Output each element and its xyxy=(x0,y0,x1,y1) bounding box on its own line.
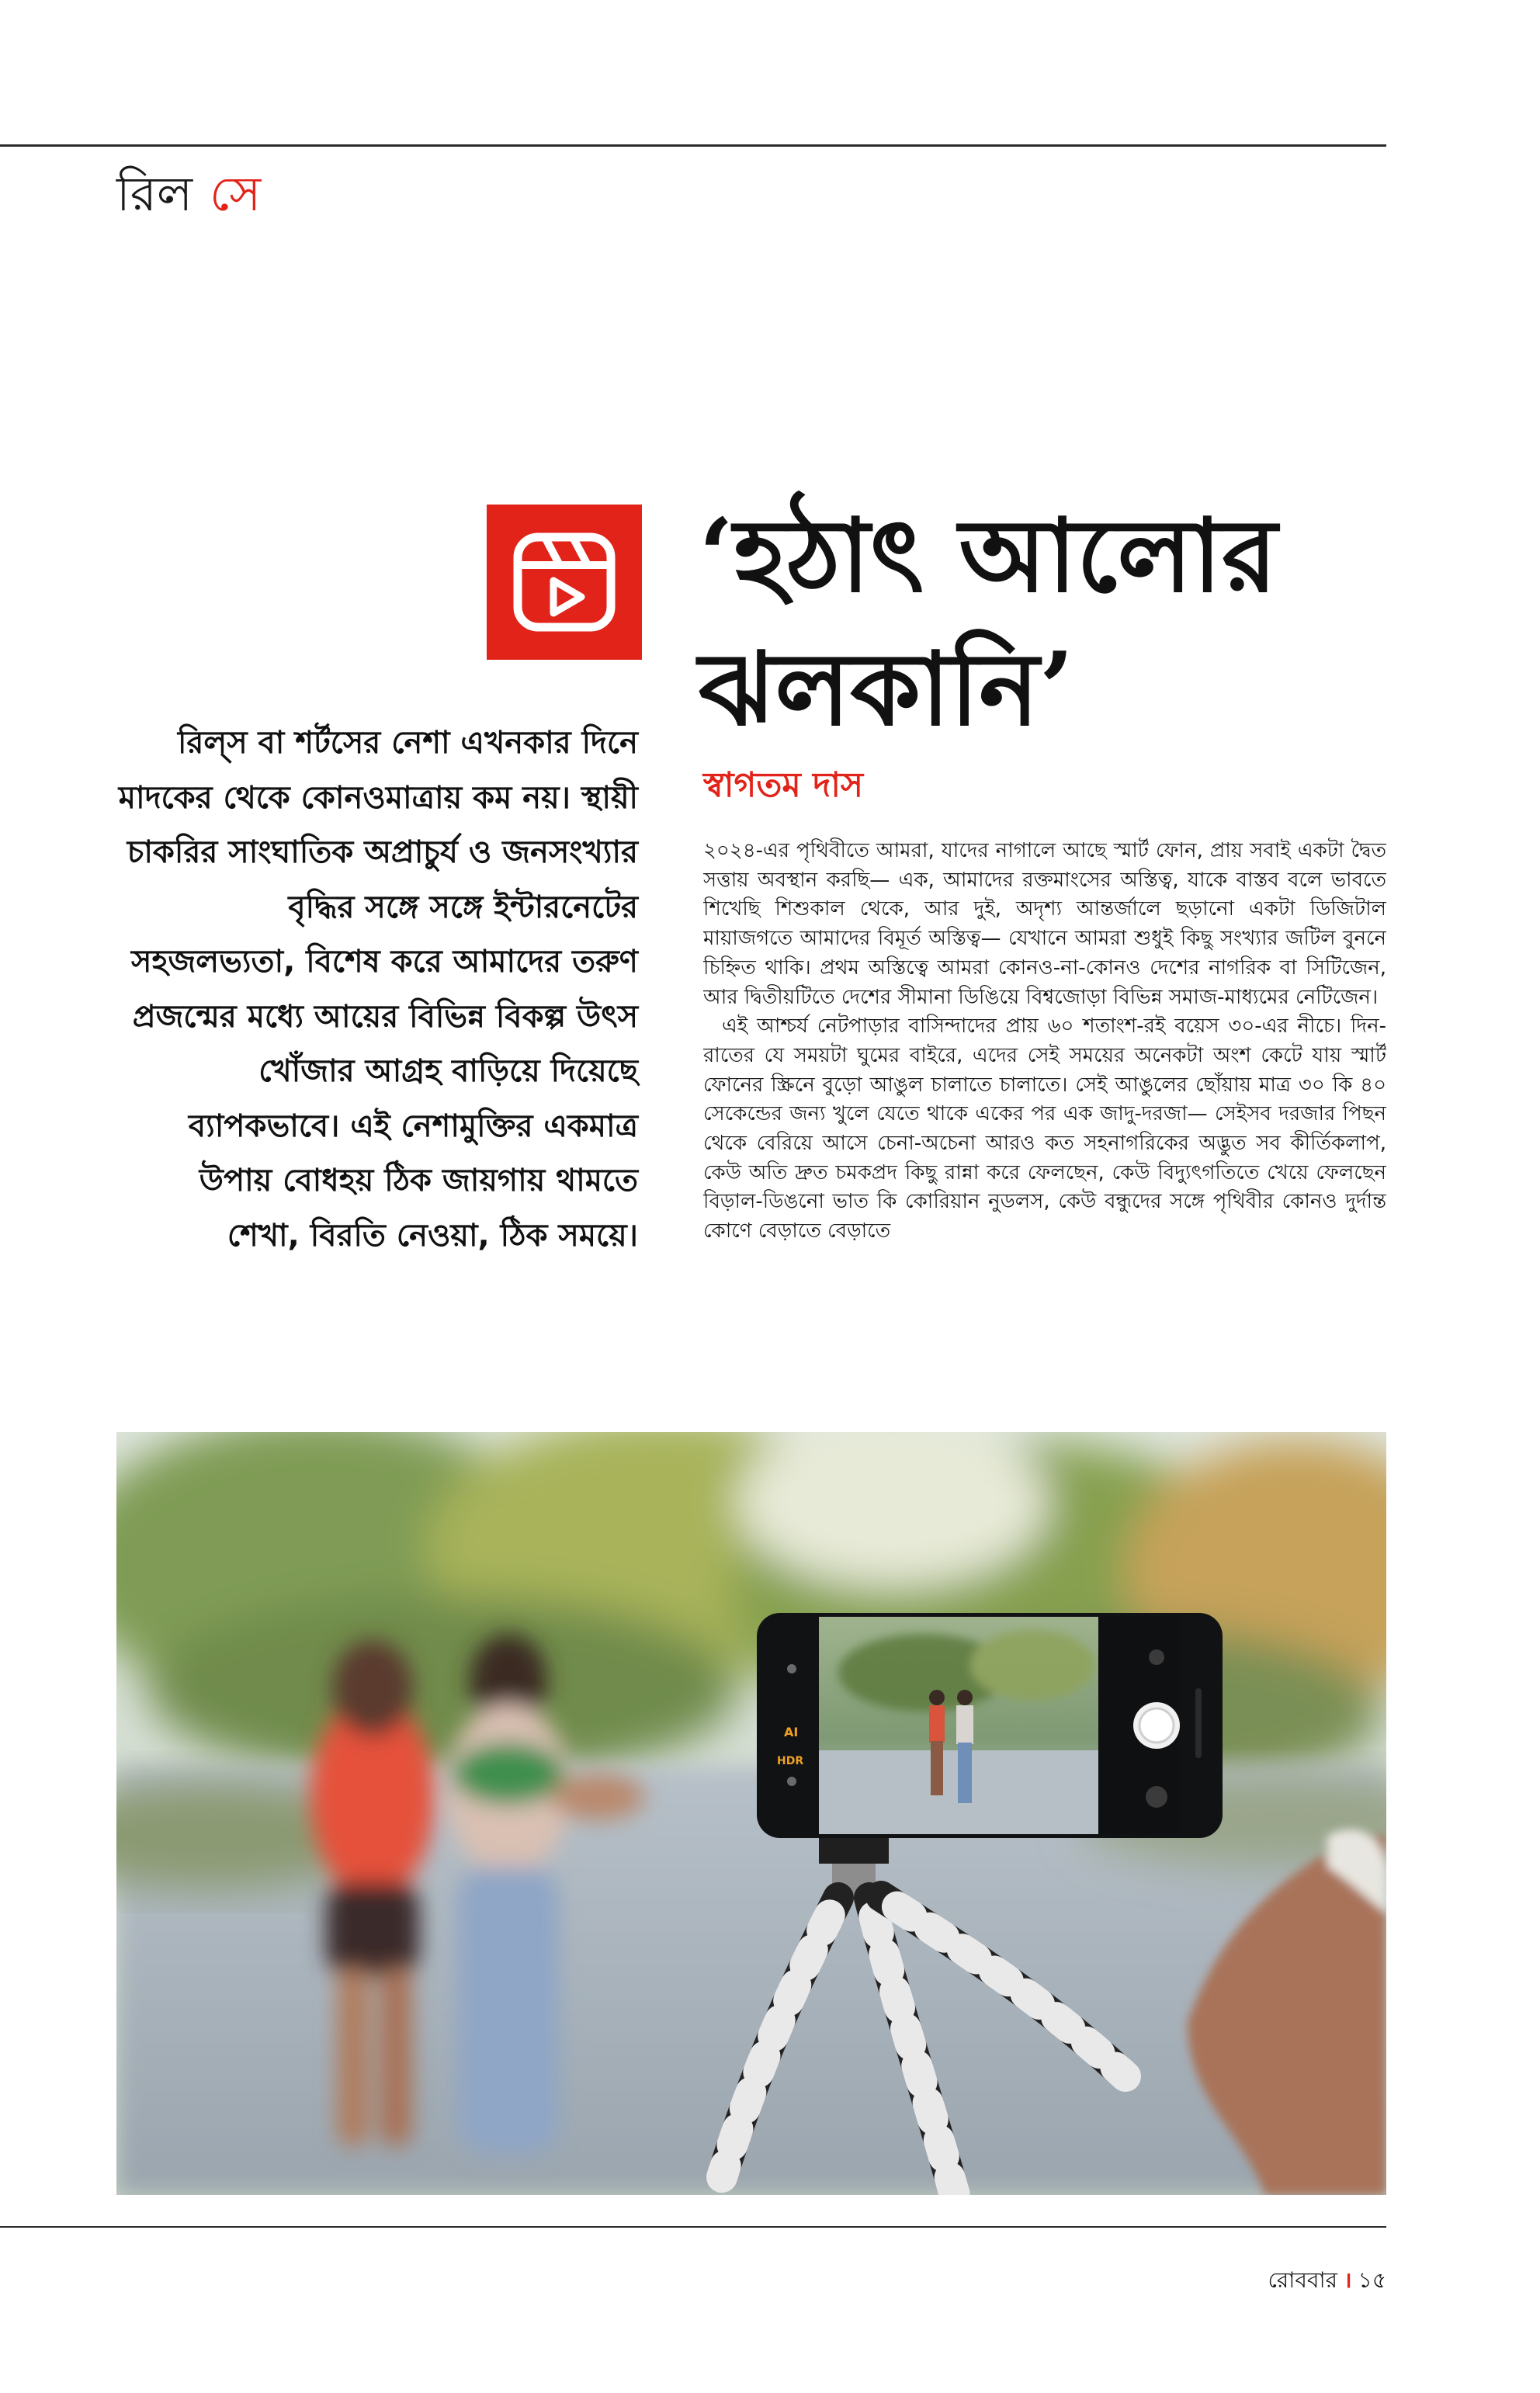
article-body xyxy=(703,837,1386,1427)
publication-name: রোববার xyxy=(1268,2267,1338,2293)
body-paragraph-1: ২০২৪-এর পৃথিবীতে আমরা, যাদের নাগালে আছে স্মার্ট ফোন, প্রায় সবাই একটা দ্বৈত সত্তায় অবস্থান করছি— এক, আমাদের রক্তমাংসের অস্তিত্ব, যাকে বাস্তব বলে ভাবতে শিখেছি শিশুকাল থেকে, আর দুই, অদৃশ্য আন্তর্জালে ছড়ানো একটা ডিজিটাল মায়াজগতে আমাদের বিমূর্ত অস্তিত্ব— যেখানে আমরা শুধুই কিছু সংখ্যার জটিল বুননে চিহ্নিত থাকি। প্রথম অস্তিত্বে আমরা কোনও-না-কোনও দেশের নাগরিক বা সিটিজেন, আর দ্বিতীয়টিতে দেশের সীমানা ডিঙিয়ে বিশ্বজোড়া বিভিন্ন সমাজ-মাধ্যমের নেটিজেন। xyxy=(703,839,1386,1009)
section-heading-word-1: রিল xyxy=(116,165,193,222)
section-heading xyxy=(116,163,261,225)
phone-ai-label: AI xyxy=(784,1725,799,1739)
article-photo xyxy=(116,1432,1386,2195)
reels-logo xyxy=(487,505,642,660)
page-number: ১৫ xyxy=(1358,2267,1386,2293)
top-rule xyxy=(0,144,1386,147)
pull-quote: রিল্স বা শর্টসের নেশা এখনকার দিনে মাদকের থেকে কোনওমাত্রায় কম নয়। স্থায়ী চাকরির সাংঘাতিক অপ্রাচুর্য ও জনসংখ্যার বৃদ্ধির সঙ্গে সঙ্গে ইন্টারনেটের সহজলভ্যতা, বিশেষ করে আমাদের তরুণ প্রজন্মের মধ্যে আয়ের বিভিন্ন বিকল্প উৎস খোঁজার আগ্রহ বাড়িয়ে দিয়েছে ব্যাপকভাবে। এই নেশামুক্তির একমাত্র উপায় বোধহয় ঠিক জায়গায় থামতে শেখা, বিরতি নেওয়া, ঠিক সময়ে। xyxy=(118,725,638,1254)
byline: স্বাগতম দাস xyxy=(703,765,864,805)
body-paragraph-2: এই আশ্চর্য নেটপাড়ার বাসিন্দাদের প্রায় ৬০ শতাংশ-রই বয়েস ৩০-এর নীচে। দিন-রাতের যে সময়টা ঘুমের বাইরে, এদের সেই সময়ের অনেকটা অংশ কেটে যায় স্মার্ট ফোনের স্ক্রিনে বুড়ো আঙুল চালাতে চালাতে। সেই আঙুলের ছোঁয়ায় মাত্র ৩০ কি ৪০ সেকেন্ডের জন্য খুলে যেতে থাকে একের পর এক জাদু-দরজা— সেইসব দরজার পিছন থেকে বেরিয়ে আসে চেনা-অচেনা আরও কত সহনাগরিকের অদ্ভুত সব কীর্তিকলাপ, কেউ অতি দ্রুত চমকপ্রদ কিছু রান্না করে ফেলছেন, কেউ বিদ্যুৎগতিতে খেয়ে ফেলছেন বিড়াল-ডিঙনো ভাত কি কোরিয়ান নুডলস, কেউ বন্ধুদের সঙ্গে পৃথিবীর কোনও দুর্দান্ত কোণে বেড়াতে বেড়াতে xyxy=(703,1014,1386,1243)
page-footer xyxy=(1268,2265,1386,2296)
tripod-phone-photo xyxy=(116,1432,1386,2195)
footer-separator: । xyxy=(1344,2267,1352,2293)
phone-hdr-label: HDR xyxy=(777,1755,804,1767)
reels-play-icon xyxy=(487,505,642,660)
headline: ‘হঠাৎ আলোর ঝলকানি’ xyxy=(699,496,1278,748)
section-heading-word-2: সে xyxy=(210,165,262,222)
bottom-rule xyxy=(0,2226,1386,2228)
